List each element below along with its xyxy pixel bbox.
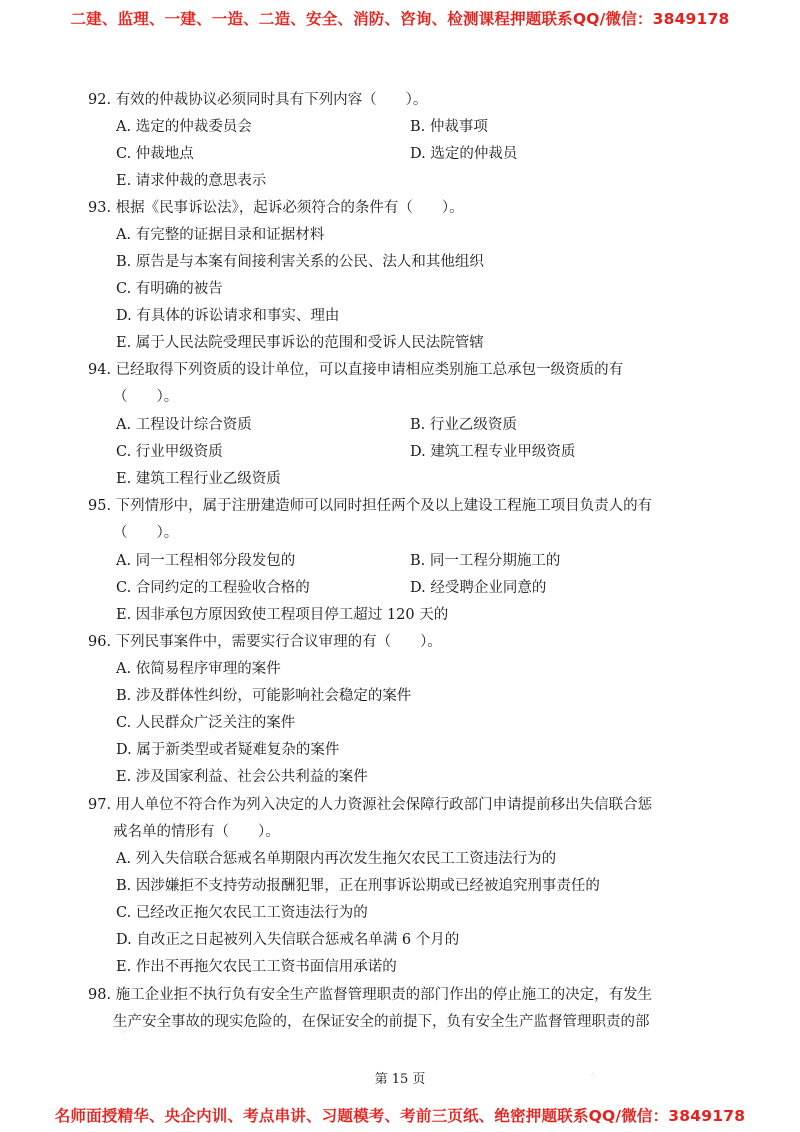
footer-banner: 名师面授精华、央企内训、考点串讲、习题模考、考前三页纸、绝密押题联系QQ/微信：3849178 [54, 1107, 746, 1125]
option: E. 请求仲裁的意思表示 [116, 173, 267, 189]
option: C. 合同约定的工程验收合格的 [116, 580, 310, 596]
option: E. 建筑工程行业乙级资质 [116, 471, 281, 487]
option: E. 属于人民法院受理民事诉讼的范围和受诉人民法院管辖 [116, 335, 484, 351]
option: D. 建筑工程专业甲级资质 [410, 444, 576, 460]
question-stem: 96. 下列民事案件中，需要实行合议审理的有（ ）。 [88, 634, 442, 650]
question-stem: 98. 施工企业拒不执行负有安全生产监督管理职责的部门作出的停止施工的决定，有发生 [88, 987, 653, 1003]
option: B. 同一工程分期施工的 [410, 553, 561, 569]
option: B. 涉及群体性纠纷，可能影响社会稳定的案件 [116, 688, 412, 704]
page-number: 第 15 页 [374, 1072, 426, 1087]
option: D. 自改正之日起被列入失信联合惩戒名单满 6 个月的 [116, 932, 460, 948]
option: A. 工程设计综合资质 [116, 417, 252, 433]
option: B. 因涉嫌拒不支持劳动报酬犯罪，正在刑事诉讼期或已经被追究刑事责任的 [116, 878, 600, 894]
option: C. 已经改正拖欠农民工工资违法行为的 [116, 905, 368, 921]
option: C. 仲裁地点 [116, 146, 194, 162]
watermark-mark: ⁘ [118, 1026, 129, 1039]
option: A. 依简易程序审理的案件 [116, 661, 281, 677]
option: C. 人民群众广泛关注的案件 [116, 715, 296, 731]
option: D. 选定的仲裁员 [410, 146, 518, 162]
watermark-mark: ⁘ [588, 1068, 599, 1081]
question-stem-continuation: （ ）。 [113, 389, 179, 405]
option: C. 行业甲级资质 [116, 444, 223, 460]
option: B. 原告是与本案有间接利害关系的公民、法人和其他组织 [116, 254, 484, 270]
question-stem-continuation: （ ）。 [113, 525, 179, 541]
option: E. 涉及国家利益、社会公共利益的案件 [116, 769, 368, 785]
option: A. 同一工程相邻分段发包的 [116, 553, 296, 569]
question-stem: 94. 已经取得下列资质的设计单位，可以直接申请相应类别施工总承包一级资质的有 [88, 362, 624, 378]
option: B. 仲裁事项 [410, 119, 488, 135]
option: E. 因非承包方原因致使工程项目停工超过 120 天的 [116, 607, 449, 623]
question-stem: 93. 根据《民事诉讼法》，起诉必须符合的条件有（ ）。 [88, 200, 464, 216]
option: D. 有具体的诉讼请求和事实、理由 [116, 308, 340, 324]
question-stem: 92. 有效的仲裁协议必须同时具有下列内容（ ）。 [88, 92, 428, 108]
header-banner: 二建、监理、一建、一造、二造、安全、消防、咨询、检测课程押题联系QQ/微信：3849178 [70, 10, 730, 28]
option: C. 有明确的被告 [116, 281, 223, 297]
option: E. 作出不再拖欠农民工工资书面信用承诺的 [116, 959, 397, 975]
question-stem-continuation: 戒名单的情形有（ ）。 [113, 824, 280, 840]
option: A. 有完整的证据目录和证据材料 [116, 227, 325, 243]
question-stem: 97. 用人单位不符合作为列入决定的人力资源社会保障行政部门申请提前移出失信联合惩 [88, 797, 653, 813]
question-stem: 95. 下列情形中，属于注册建造师可以同时担任两个及以上建设工程施工项目负责人的有 [88, 498, 653, 514]
option: D. 属于新类型或者疑难复杂的案件 [116, 742, 340, 758]
option: A. 选定的仲裁委员会 [116, 119, 252, 135]
question-stem-continuation: 生产安全事故的现实危险的，在保证安全的前提下，负有安全生产监督管理职责的部 [113, 1014, 650, 1030]
option: A. 列入失信联合惩戒名单期限内再次发生拖欠农民工工资违法行为的 [116, 851, 557, 867]
option: B. 行业乙级资质 [410, 417, 517, 433]
option: D. 经受聘企业同意的 [410, 580, 547, 596]
